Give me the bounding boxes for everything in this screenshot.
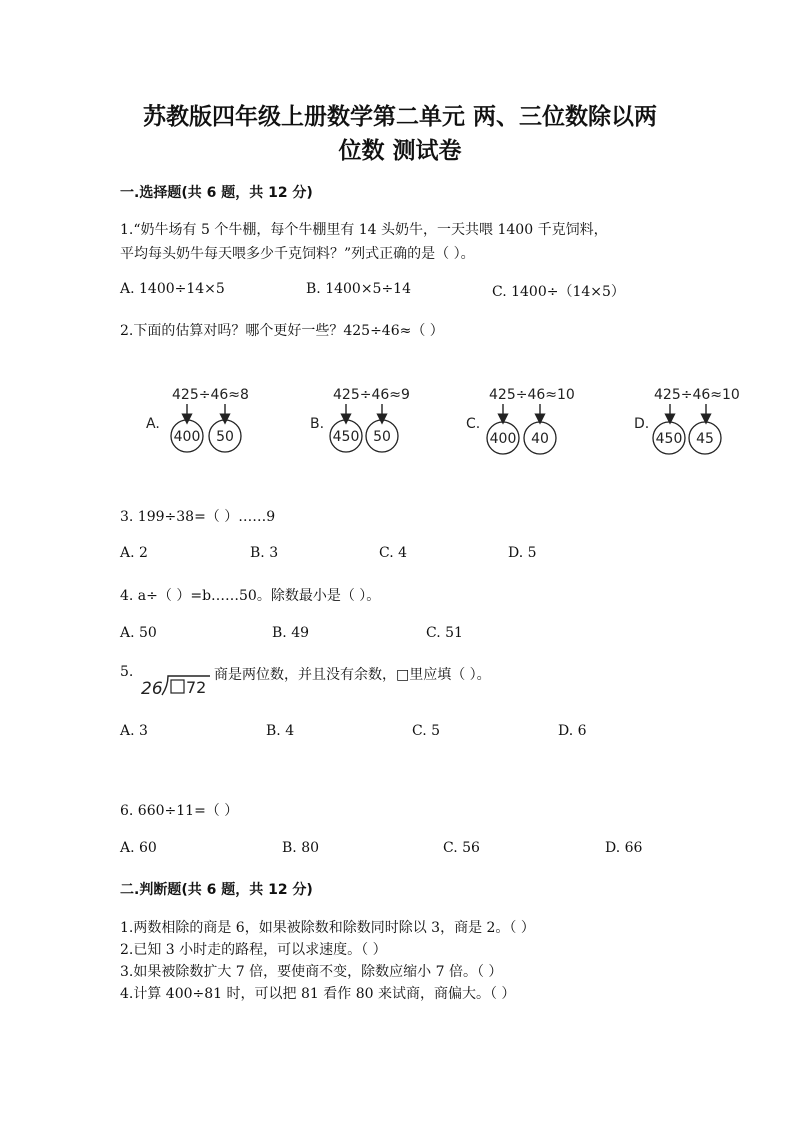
question-6-option-b: B. 80 [282,840,320,856]
question-5-divisor: 26 [141,679,163,699]
figure-d-circle-2-value: 45 [696,431,714,447]
question-5-dividend: 72 [186,678,207,697]
figure-d-expression: 425÷46≈10 [654,387,740,403]
figure-b [310,387,410,452]
figure-a-circle-2-value: 50 [216,429,234,445]
judgment-item-3: 3.如果被除数扩大 7 倍，要使商不变，除数应缩小 7 倍。（ ） [120,964,503,980]
section-heading-choice: 一.选择题(共 6 题，共 12 分) [120,185,313,201]
question-1-option-a: A. 1400÷14×5 [120,281,225,297]
question-5-blank-box [171,680,184,693]
question-1-line2: 平均每头奶牛每天喂多少千克饲料？”列式正确的是（ ）。 [120,246,475,262]
figure-d-letter: D. [634,416,650,432]
question-3-option-b: B. 3 [250,545,279,561]
question-4-option-a: A. 50 [120,625,157,641]
question-1-option-c: C. 1400÷（14×5） [492,284,625,300]
figure-b-circle-1-value: 450 [332,429,360,445]
figure-b-expression: 425÷46≈9 [333,387,410,403]
question-4-option-b: B. 49 [272,625,310,641]
question-6-option-c: C. 56 [443,840,480,856]
section-heading-judgment: 二.判断题(共 6 题，共 12 分) [120,882,313,898]
figure-d-circle-1-value: 450 [655,431,683,447]
judgment-item-2: 2.已知 3 小时走的路程，可以求速度。（ ） [120,942,387,958]
question-5-option-a: A. 3 [120,723,148,739]
figure-b-letter: B. [310,416,325,432]
question-5-number: 5. [120,664,134,680]
question-3-option-c: C. 4 [379,545,408,561]
question-5-text: 商是两位数，并且没有余数，□里应填（ ）。 [214,667,491,683]
figure-d [634,387,740,454]
figure-a-circle-1-value: 400 [173,429,201,445]
question-5-option-b: B. 4 [266,723,295,739]
figure-c-circle-1-value: 400 [489,431,517,447]
figure-a-expression: 425÷46≈8 [172,387,249,403]
figure-c [466,387,575,454]
page-title-line2: 位数 测试卷 [338,138,462,164]
question-1-line1: 1.“奶牛场有 5 个牛棚，每个牛棚里有 14 头奶牛，一天共喂 1400 千克饲料， [120,222,608,238]
question-4-text: 4. a÷（ ）=b……50。除数最小是（ ）。 [120,588,381,604]
question-1-option-b: B. 1400×5÷14 [306,281,411,297]
question-3-text: 3. 199÷38=（ ）……9 [120,509,276,525]
page-title-line1: 苏教版四年级上册数学第二单元 两、三位数除以两 [142,104,657,130]
question-2-figures [0,375,800,465]
question-5-option-c: C. 5 [412,723,441,739]
figure-b-circle-2-value: 50 [373,429,391,445]
question-5-option-d: D. 6 [558,723,587,739]
question-6-option-d: D. 66 [605,840,643,856]
figure-a [146,387,249,452]
judgment-item-1: 1.两数相除的商是 6，如果被除数和除数同时除以 3，商是 2。（ ） [120,920,535,936]
figure-c-circle-2-value: 40 [531,431,549,447]
figure-c-expression: 425÷46≈10 [489,387,575,403]
judgment-item-4: 4.计算 400÷81 时，可以把 81 看作 80 来试商，商偏大。（ ） [120,986,516,1002]
question-6-option-a: A. 60 [120,840,157,856]
figure-c-letter: C. [466,416,481,432]
question-3-option-a: A. 2 [120,545,148,561]
question-2-text: 2.下面的估算对吗？哪个更好一些？425÷46≈（ ） [120,323,444,339]
question-5-division-figure [138,668,214,700]
figure-a-letter: A. [146,416,160,432]
question-3-option-d: D. 5 [508,545,537,561]
question-4-option-c: C. 51 [426,625,463,641]
question-6-text: 6. 660÷11=（ ） [120,803,239,819]
